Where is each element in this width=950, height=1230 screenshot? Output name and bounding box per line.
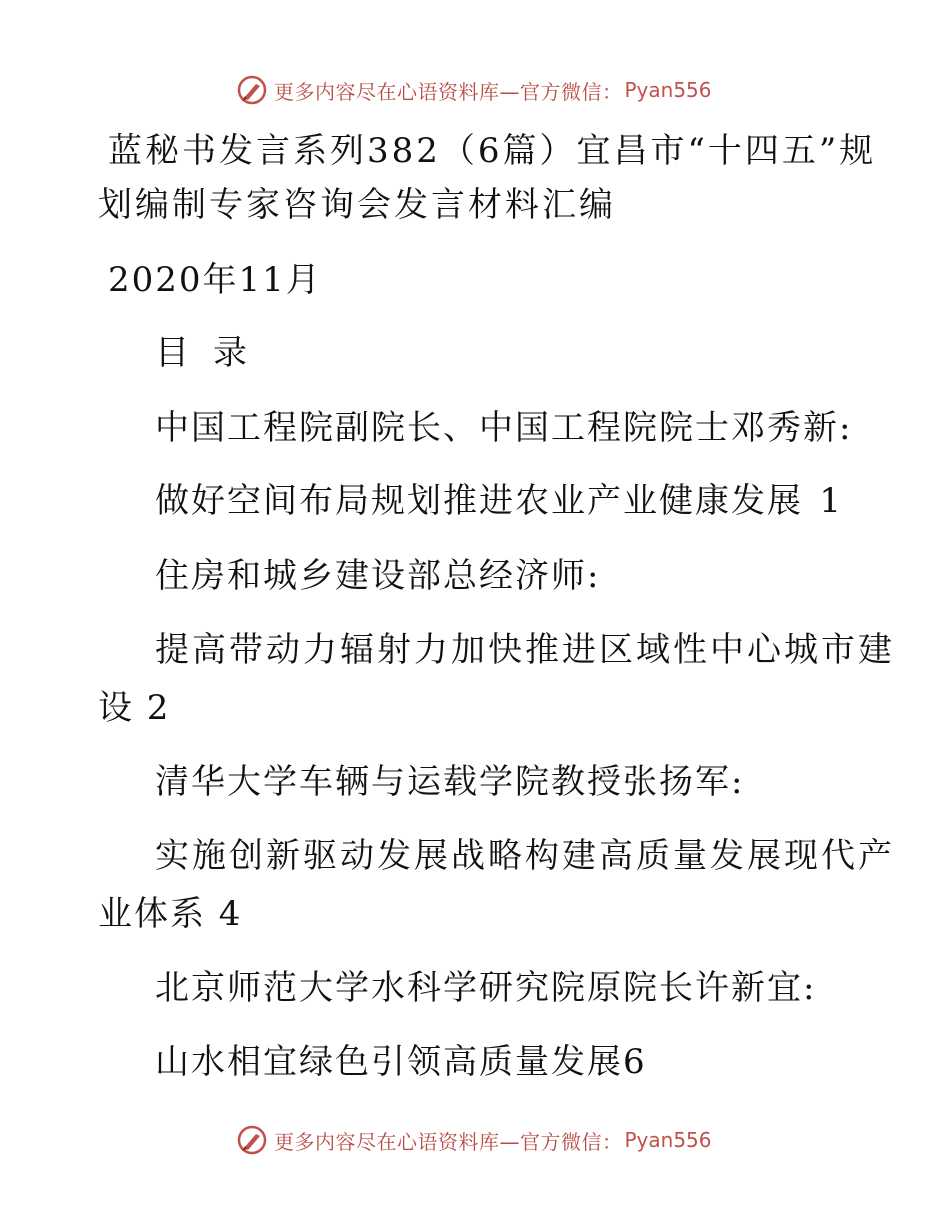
document-date: 2020年11月 <box>108 260 322 300</box>
pen-logo-icon <box>236 1124 268 1156</box>
watermark-wechat-id: Pyan556 <box>624 78 712 102</box>
toc-heading <box>155 333 249 373</box>
toc-entry-2-speaker: 住房和城乡建设部总经济师: <box>155 556 601 596</box>
toc-entry-4-topic: 山水相宜绿色引领高质量发展6 <box>155 1042 647 1082</box>
toc-entry-1-topic-text: 做好空间布局规划推进农业产业健康发展 <box>155 481 803 521</box>
toc-entry-2-topic-line-2: 设 2 <box>98 688 171 728</box>
toc-heading-part-1: 目 <box>155 333 191 373</box>
watermark-text: 更多内容尽在心语资料库—官方微信： <box>274 79 623 104</box>
toc-entry-1-page: 1 <box>819 481 843 521</box>
toc-entry-4-speaker: 北京师范大学水科学研究院原院长许新宜: <box>155 968 817 1008</box>
toc-heading-part-2: 录 <box>213 333 249 373</box>
toc-entry-3-topic-line-1: 实施创新驱动发展战略构建高质量发展现代产 <box>155 836 895 876</box>
toc-entry-1-speaker: 中国工程院副院长、中国工程院院士邓秀新: <box>155 408 853 448</box>
footer-watermark <box>236 1122 712 1158</box>
toc-entry-2-topic-line-1: 提高带动力辐射力加快推进区域性中心城市建 <box>155 630 895 670</box>
watermark-text: 更多内容尽在心语资料库—官方微信： <box>274 1129 623 1154</box>
document-title-line-1: 蓝秘书发言系列382（6篇）宜昌市“十四五”规 <box>108 131 877 171</box>
watermark-wechat-id: Pyan556 <box>624 1128 712 1152</box>
document-title-line-2: 划编制专家咨询会发言材料汇编 <box>98 185 616 225</box>
toc-entry-1-topic <box>155 481 843 521</box>
toc-entry-3-topic-line-2: 业体系 4 <box>98 894 243 934</box>
toc-entry-3-speaker: 清华大学车辆与运载学院教授张扬军: <box>155 762 745 802</box>
header-watermark <box>236 72 712 108</box>
pen-logo-icon <box>236 74 268 106</box>
